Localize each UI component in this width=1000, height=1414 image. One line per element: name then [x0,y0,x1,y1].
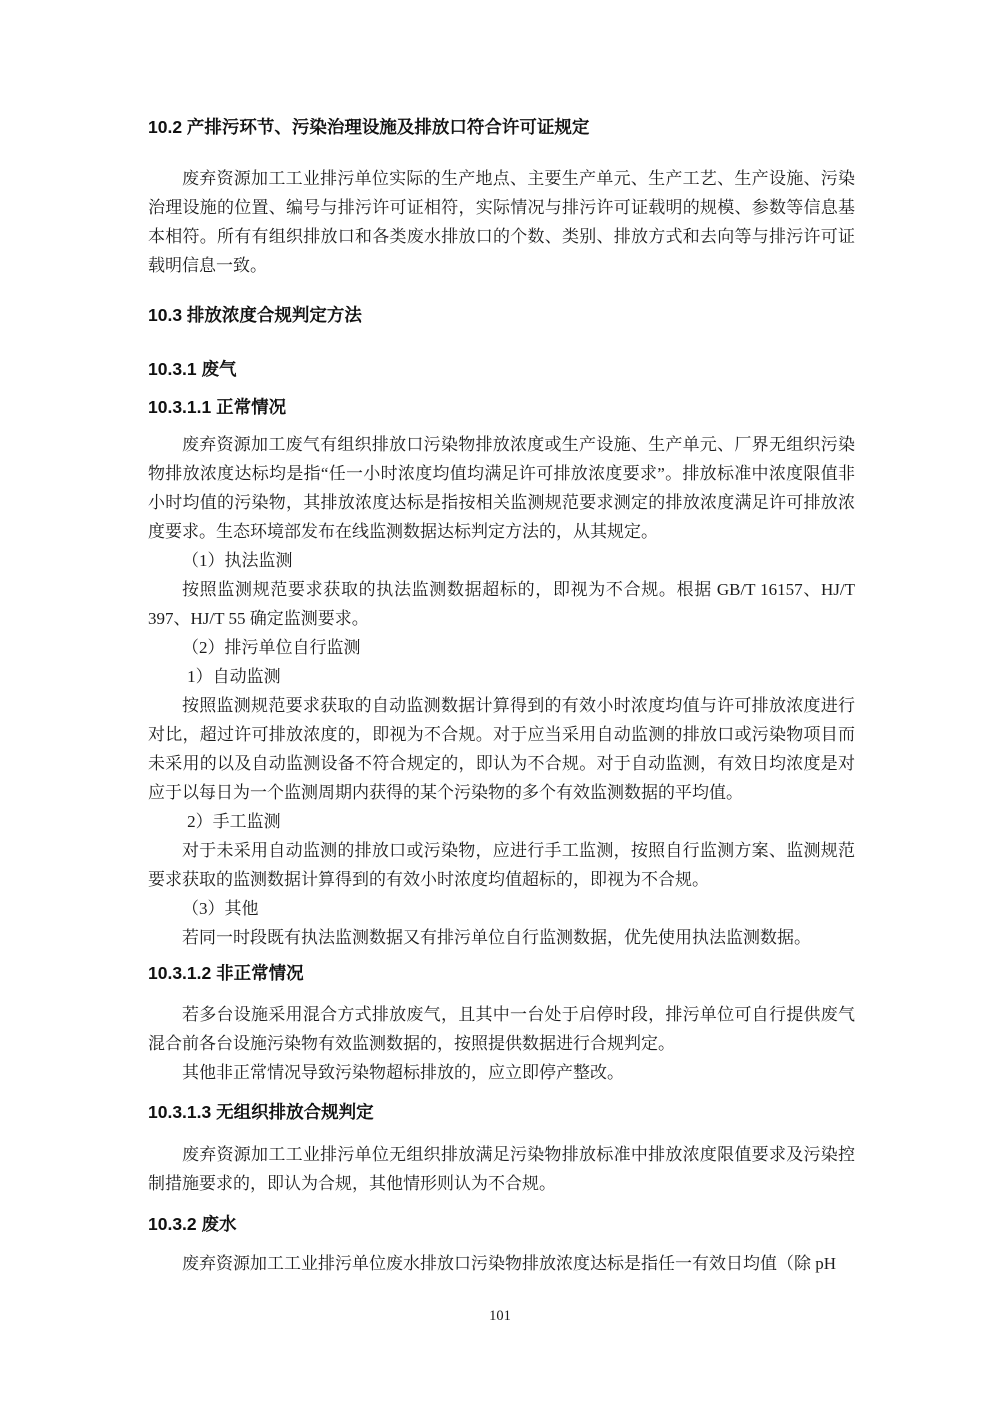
body-paragraph: 废弃资源加工工业排污单位无组织排放满足污染物排放标准中排放浓度限值要求及污染控制措施要求的，即认为合规，其他情形则认为不合规。 [148,1145,855,1193]
body-paragraph: 若多台设施采用混合方式排放废气，且其中一台处于启停时段，排污单位可自行提供废气混合前各台设施污染物有效监测数据的，按照提供数据进行合规判定。 [148,1005,855,1053]
heading-10-3-1: 10.3.1 废气 [148,359,237,379]
body-paragraph: 按照监测规范要求获取的自动监测数据计算得到的有效小时浓度均值与许可排放浓度进行对比，超过许可排放浓度的，即视为不合规。对于应当采用自动监测的排放口或污染物项目而未采用的以及自动监测设备不符合规定的，即认为不合规。对于自动监测，有效日均浓度是对应于以每日为一个监测周期内获得的某个污染物的多个有效监测数据的平均值。 [148,696,855,802]
body-paragraph: 废弃资源加工工业排污单位废水排放口污染物排放浓度达标是指任一有效日均值（除 pH [182,1254,837,1273]
body-paragraph: 对于未采用自动监测的排放口或污染物，应进行手工监测，按照自行监测方案、监测规范要求获取的监测数据计算得到的有效小时浓度均值超标的，即视为不合规。 [148,841,855,889]
heading-10-3-2: 10.3.2 废水 [148,1214,237,1234]
heading-10-3-1-3: 10.3.1.3 无组织排放合规判定 [148,1102,374,1122]
list-item: （2）排污单位自行监测 [182,638,361,657]
heading-10-3-1-1: 10.3.1.1 正常情况 [148,397,287,417]
page-content [148,0,855,1278]
list-item: （1）执法监测 [182,551,293,570]
list-item-sub: 2）手工监测 [187,812,281,831]
body-paragraph: 废弃资源加工废气有组织排放口污染物排放浓度或生产设施、生产单元、厂界无组织污染物排放浓度达标均是指“任一小时浓度均值均满足许可排放浓度要求”。排放标准中浓度限值非小时均值的污染物，其排放浓度达标是指按相关监测规范要求测定的排放浓度满足许可排放浓度要求。生态环境部发布在线监测数据达标判定方法的，从其规定。 [148,435,855,541]
page-number: 101 [489,1308,511,1324]
body-paragraph: 废弃资源加工工业排污单位实际的生产地点、主要生产单元、生产工艺、生产设施、污染治理设施的位置、编号与排污许可证相符，实际情况与排污许可证载明的规模、参数等信息基本相符。所有有组织排放口和各类废水排放口的个数、类别、排放方式和去向等与排污许可证载明信息一致。 [148,169,855,275]
body-paragraph: 其他非正常情况导致污染物超标排放的，应立即停产整改。 [182,1063,624,1082]
list-item-sub: 1）自动监测 [187,667,281,686]
heading-10-2: 10.2 产排污环节、污染治理设施及排放口符合许可证规定 [148,117,590,137]
heading-10-3-1-2: 10.3.1.2 非正常情况 [148,963,304,983]
body-paragraph: 按照监测规范要求获取的执法监测数据超标的，即视为不合规。根据 GB/T 16157、HJ/T 397、HJ/T 55 确定监测要求。 [148,580,855,628]
list-item: （3）其他 [182,899,259,918]
body-paragraph: 若同一时段既有执法监测数据又有排污单位自行监测数据，优先使用执法监测数据。 [182,928,811,947]
heading-10-3: 10.3 排放浓度合规判定方法 [148,305,362,325]
